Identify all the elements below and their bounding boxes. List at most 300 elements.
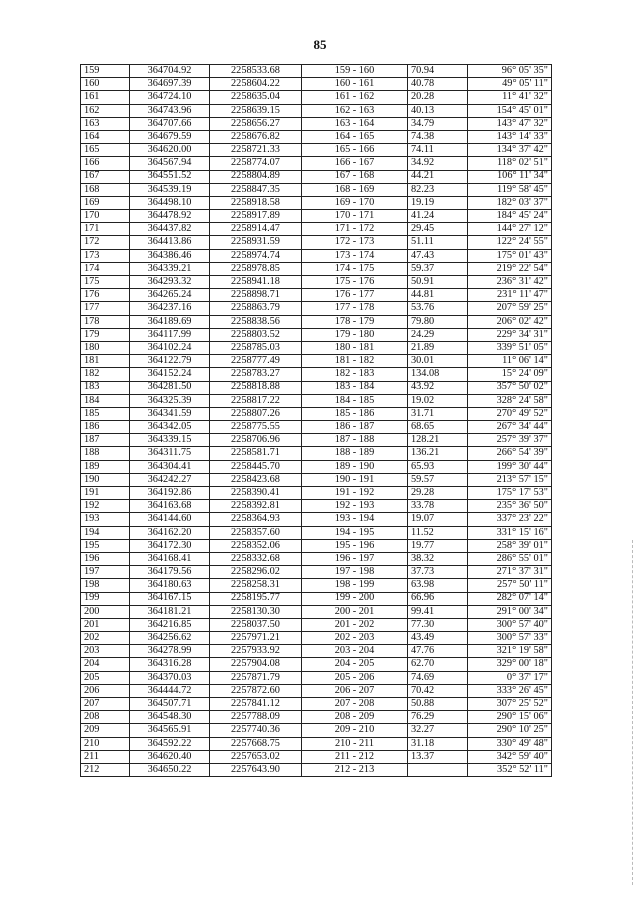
direction-angle-cell: 286° 55' 01" [468,552,552,565]
length-cell: 50.91 [408,276,468,289]
length-cell: 41.24 [408,210,468,223]
table-row [81,157,552,170]
table-row [81,724,552,737]
length-cell: 59.37 [408,262,468,275]
table-row [81,341,552,354]
direction-angle-cell: 143° 47' 32" [468,117,552,130]
length-cell: 19.07 [408,513,468,526]
x-coordinate-cell: 364697.39 [130,78,210,91]
direction-angle-cell: 207° 59' 25" [468,302,552,315]
length-cell: 34.79 [408,117,468,130]
length-cell: 40.78 [408,78,468,91]
table-row [81,500,552,513]
scan-edge-mark [632,540,634,885]
table-row [81,750,552,763]
point-number-cell: 169 [81,196,130,209]
direction-angle-cell: 175° 01' 43" [468,249,552,262]
point-number-cell: 199 [81,592,130,605]
y-coordinate-cell: 2258130.30 [210,605,302,618]
direction-angle-cell: 330° 49' 48" [468,737,552,750]
table-row [81,539,552,552]
point-number-cell: 195 [81,539,130,552]
point-number-cell: 170 [81,210,130,223]
segment-cell: 160 - 161 [302,78,408,91]
point-number-cell: 190 [81,473,130,486]
x-coordinate-cell: 364265.24 [130,289,210,302]
direction-angle-cell: 49° 05' 11" [468,78,552,91]
point-number-cell: 168 [81,183,130,196]
segment-cell: 159 - 160 [302,65,408,78]
point-number-cell: 162 [81,104,130,117]
x-coordinate-cell: 364548.30 [130,711,210,724]
point-number-cell: 181 [81,355,130,368]
length-cell: 82.23 [408,183,468,196]
direction-angle-cell: 339° 51' 05" [468,341,552,354]
direction-angle-cell: 290° 10' 25" [468,724,552,737]
segment-cell: 199 - 200 [302,592,408,605]
table-row [81,605,552,618]
point-number-cell: 179 [81,328,130,341]
segment-cell: 162 - 163 [302,104,408,117]
table-row [81,711,552,724]
point-number-cell: 183 [81,381,130,394]
segment-cell: 187 - 188 [302,434,408,447]
table-row [81,658,552,671]
length-cell: 43.49 [408,632,468,645]
segment-cell: 165 - 166 [302,144,408,157]
point-number-cell: 197 [81,566,130,579]
x-coordinate-cell: 364304.41 [130,460,210,473]
length-cell: 33.78 [408,500,468,513]
y-coordinate-cell: 2258931.59 [210,236,302,249]
y-coordinate-cell: 2258352.06 [210,539,302,552]
direction-angle-cell: 182° 03' 37" [468,196,552,209]
segment-cell: 212 - 213 [302,763,408,776]
y-coordinate-cell: 2258914.47 [210,223,302,236]
segment-cell: 202 - 203 [302,632,408,645]
segment-cell: 196 - 197 [302,552,408,565]
table-row [81,104,552,117]
table-row [81,368,552,381]
x-coordinate-cell: 364341.59 [130,407,210,420]
y-coordinate-cell: 2258392.81 [210,500,302,513]
direction-angle-cell: 291° 00' 34" [468,605,552,618]
direction-angle-cell: 219° 22' 54" [468,262,552,275]
y-coordinate-cell: 2258706.96 [210,434,302,447]
segment-cell: 178 - 179 [302,315,408,328]
x-coordinate-cell: 364539.19 [130,183,210,196]
x-coordinate-cell: 364293.32 [130,276,210,289]
point-number-cell: 175 [81,276,130,289]
point-number-cell: 172 [81,236,130,249]
segment-cell: 183 - 184 [302,381,408,394]
table-row [81,645,552,658]
segment-cell: 198 - 199 [302,579,408,592]
point-number-cell: 159 [81,65,130,78]
x-coordinate-cell: 364179.56 [130,566,210,579]
y-coordinate-cell: 2258721.33 [210,144,302,157]
x-coordinate-cell: 364316.28 [130,658,210,671]
y-coordinate-cell: 2257904.08 [210,658,302,671]
x-coordinate-cell: 364339.15 [130,434,210,447]
y-coordinate-cell: 2258656.27 [210,117,302,130]
length-cell: 19.02 [408,394,468,407]
length-cell: 65.93 [408,460,468,473]
segment-cell: 168 - 169 [302,183,408,196]
point-number-cell: 164 [81,130,130,143]
direction-angle-cell: 213° 57' 15" [468,473,552,486]
segment-cell: 211 - 212 [302,750,408,763]
direction-angle-cell: 96° 05' 35" [468,65,552,78]
y-coordinate-cell: 2258390.41 [210,487,302,500]
x-coordinate-cell: 364180.63 [130,579,210,592]
direction-angle-cell: 267° 34' 44" [468,421,552,434]
x-coordinate-cell: 364242.27 [130,473,210,486]
direction-angle-cell: 300° 57' 33" [468,632,552,645]
segment-cell: 182 - 183 [302,368,408,381]
point-number-cell: 176 [81,289,130,302]
length-cell: 21.89 [408,341,468,354]
direction-angle-cell: 122° 24' 55" [468,236,552,249]
y-coordinate-cell: 2257653.02 [210,750,302,763]
table-row [81,552,552,565]
y-coordinate-cell: 2258258.31 [210,579,302,592]
segment-cell: 184 - 185 [302,394,408,407]
direction-angle-cell: 231° 11' 47" [468,289,552,302]
y-coordinate-cell: 2258785.03 [210,341,302,354]
direction-angle-cell: 199° 30' 44" [468,460,552,473]
length-cell: 128.21 [408,434,468,447]
point-number-cell: 186 [81,421,130,434]
table-row [81,91,552,104]
direction-angle-cell: 15° 24' 09" [468,368,552,381]
table-row [81,407,552,420]
point-number-cell: 171 [81,223,130,236]
x-coordinate-cell: 364413.86 [130,236,210,249]
table-row [81,592,552,605]
point-number-cell: 209 [81,724,130,737]
y-coordinate-cell: 2258676.82 [210,130,302,143]
table-row [81,566,552,579]
table-row [81,328,552,341]
table-row [81,170,552,183]
direction-angle-cell: 307° 25' 52" [468,698,552,711]
x-coordinate-cell: 364122.79 [130,355,210,368]
y-coordinate-cell: 2258918.58 [210,196,302,209]
table-row [81,421,552,434]
y-coordinate-cell: 2258445.70 [210,460,302,473]
x-coordinate-cell: 364437.82 [130,223,210,236]
x-coordinate-cell: 364152.24 [130,368,210,381]
table-row [81,196,552,209]
table-row [81,513,552,526]
table-row [81,487,552,500]
length-cell: 134.08 [408,368,468,381]
y-coordinate-cell: 2258917.89 [210,210,302,223]
point-number-cell: 192 [81,500,130,513]
point-number-cell: 200 [81,605,130,618]
x-coordinate-cell: 364565.91 [130,724,210,737]
direction-angle-cell: 282° 07' 14" [468,592,552,605]
point-number-cell: 180 [81,341,130,354]
table-row [81,289,552,302]
x-coordinate-cell: 364167.15 [130,592,210,605]
length-cell: 77.30 [408,618,468,631]
direction-angle-cell: 206° 02' 42" [468,315,552,328]
direction-angle-cell: 119° 58' 45" [468,183,552,196]
x-coordinate-cell: 364216.85 [130,618,210,631]
length-cell: 62.70 [408,658,468,671]
length-cell: 74.69 [408,671,468,684]
point-number-cell: 178 [81,315,130,328]
segment-cell: 181 - 182 [302,355,408,368]
length-cell [408,763,468,776]
segment-cell: 189 - 190 [302,460,408,473]
x-coordinate-cell: 364743.96 [130,104,210,117]
x-coordinate-cell: 364181.21 [130,605,210,618]
length-cell: 34.92 [408,157,468,170]
segment-cell: 203 - 204 [302,645,408,658]
y-coordinate-cell: 2258775.55 [210,421,302,434]
x-coordinate-cell: 364498.10 [130,196,210,209]
point-number-cell: 205 [81,671,130,684]
length-cell: 38.32 [408,552,468,565]
segment-cell: 191 - 192 [302,487,408,500]
direction-angle-cell: 257° 39' 37" [468,434,552,447]
direction-angle-cell: 321° 19' 58" [468,645,552,658]
x-coordinate-cell: 364163.68 [130,500,210,513]
y-coordinate-cell: 2258974.74 [210,249,302,262]
table-row [81,671,552,684]
y-coordinate-cell: 2258037.50 [210,618,302,631]
table-row [81,460,552,473]
table-row [81,355,552,368]
table-row [81,302,552,315]
length-cell: 19.77 [408,539,468,552]
length-cell: 68.65 [408,421,468,434]
x-coordinate-cell: 364189.69 [130,315,210,328]
x-coordinate-cell: 364386.46 [130,249,210,262]
point-number-cell: 201 [81,618,130,631]
length-cell: 51.11 [408,236,468,249]
table-row [81,117,552,130]
y-coordinate-cell: 2258978.85 [210,262,302,275]
point-number-cell: 204 [81,658,130,671]
direction-angle-cell: 236° 31' 42" [468,276,552,289]
direction-angle-cell: 11° 41' 32" [468,91,552,104]
length-cell: 30.01 [408,355,468,368]
length-cell: 74.11 [408,144,468,157]
table-row [81,236,552,249]
segment-cell: 201 - 202 [302,618,408,631]
table-row [81,632,552,645]
segment-cell: 207 - 208 [302,698,408,711]
point-number-cell: 185 [81,407,130,420]
x-coordinate-cell: 364592.22 [130,737,210,750]
direction-angle-cell: 331° 15' 16" [468,526,552,539]
table-row [81,223,552,236]
segment-cell: 170 - 171 [302,210,408,223]
length-cell: 20.28 [408,91,468,104]
length-cell: 32.27 [408,724,468,737]
direction-angle-cell: 329° 00' 18" [468,658,552,671]
x-coordinate-cell: 364172.30 [130,539,210,552]
direction-angle-cell: 175° 17' 53" [468,487,552,500]
x-coordinate-cell: 364311.75 [130,447,210,460]
length-cell: 31.18 [408,737,468,750]
y-coordinate-cell: 2258296.02 [210,566,302,579]
x-coordinate-cell: 364281.50 [130,381,210,394]
direction-angle-cell: 0° 37' 17" [468,671,552,684]
point-number-cell: 177 [81,302,130,315]
point-number-cell: 196 [81,552,130,565]
x-coordinate-cell: 364162.20 [130,526,210,539]
direction-angle-cell: 106° 11' 34" [468,170,552,183]
y-coordinate-cell: 2258817.22 [210,394,302,407]
direction-angle-cell: 11° 06' 14" [468,355,552,368]
point-number-cell: 173 [81,249,130,262]
point-number-cell: 202 [81,632,130,645]
point-number-cell: 187 [81,434,130,447]
length-cell: 29.45 [408,223,468,236]
point-number-cell: 184 [81,394,130,407]
segment-cell: 205 - 206 [302,671,408,684]
length-cell: 136.21 [408,447,468,460]
y-coordinate-cell: 2258838.56 [210,315,302,328]
point-number-cell: 207 [81,698,130,711]
table-row [81,394,552,407]
x-coordinate-cell: 364102.24 [130,341,210,354]
y-coordinate-cell: 2258364.93 [210,513,302,526]
length-cell: 47.43 [408,249,468,262]
table-row [81,65,552,78]
y-coordinate-cell: 2258783.27 [210,368,302,381]
y-coordinate-cell: 2257788.09 [210,711,302,724]
table-row [81,249,552,262]
point-number-cell: 211 [81,750,130,763]
x-coordinate-cell: 364478.92 [130,210,210,223]
length-cell: 19.19 [408,196,468,209]
point-number-cell: 193 [81,513,130,526]
segment-cell: 177 - 178 [302,302,408,315]
point-number-cell: 174 [81,262,130,275]
length-cell: 79.80 [408,315,468,328]
direction-angle-cell: 290° 15' 06" [468,711,552,724]
x-coordinate-cell: 364192.86 [130,487,210,500]
length-cell: 74.38 [408,130,468,143]
direction-angle-cell: 300° 57' 40" [468,618,552,631]
point-number-cell: 194 [81,526,130,539]
segment-cell: 185 - 186 [302,407,408,420]
direction-angle-cell: 118° 02' 51" [468,157,552,170]
length-cell: 70.94 [408,65,468,78]
direction-angle-cell: 144° 27' 12" [468,223,552,236]
table-row [81,144,552,157]
direction-angle-cell: 328° 24' 58" [468,394,552,407]
point-number-cell: 160 [81,78,130,91]
segment-cell: 176 - 177 [302,289,408,302]
table-row [81,579,552,592]
table-row [81,78,552,91]
y-coordinate-cell: 2258195.77 [210,592,302,605]
table-row [81,473,552,486]
segment-cell: 208 - 209 [302,711,408,724]
table-row [81,381,552,394]
direction-angle-cell: 143° 14' 33" [468,130,552,143]
segment-cell: 186 - 187 [302,421,408,434]
segment-cell: 167 - 168 [302,170,408,183]
y-coordinate-cell: 2257841.12 [210,698,302,711]
x-coordinate-cell: 364650.22 [130,763,210,776]
length-cell: 53.76 [408,302,468,315]
x-coordinate-cell: 364325.39 [130,394,210,407]
segment-cell: 169 - 170 [302,196,408,209]
table-body [81,65,552,777]
x-coordinate-cell: 364620.00 [130,144,210,157]
table-row [81,276,552,289]
segment-cell: 173 - 174 [302,249,408,262]
point-number-cell: 189 [81,460,130,473]
table-row [81,210,552,223]
segment-cell: 166 - 167 [302,157,408,170]
x-coordinate-cell: 364117.99 [130,328,210,341]
direction-angle-cell: 357° 50' 02" [468,381,552,394]
page-number: 85 [313,37,327,52]
segment-cell: 163 - 164 [302,117,408,130]
x-coordinate-cell: 364444.72 [130,684,210,697]
length-cell: 59.57 [408,473,468,486]
segment-cell: 171 - 172 [302,223,408,236]
x-coordinate-cell: 364339.21 [130,262,210,275]
length-cell: 44.21 [408,170,468,183]
segment-cell: 164 - 165 [302,130,408,143]
length-cell: 44.81 [408,289,468,302]
segment-cell: 193 - 194 [302,513,408,526]
segment-cell: 206 - 207 [302,684,408,697]
x-coordinate-cell: 364679.59 [130,130,210,143]
y-coordinate-cell: 2258639.15 [210,104,302,117]
length-cell: 31.71 [408,407,468,420]
length-cell: 37.73 [408,566,468,579]
x-coordinate-cell: 364724.10 [130,91,210,104]
direction-angle-cell: 337° 23' 22" [468,513,552,526]
length-cell: 43.92 [408,381,468,394]
segment-cell: 210 - 211 [302,737,408,750]
direction-angle-cell: 352° 52' 11" [468,763,552,776]
direction-angle-cell: 270° 49' 52" [468,407,552,420]
y-coordinate-cell: 2258774.07 [210,157,302,170]
segment-cell: 179 - 180 [302,328,408,341]
x-coordinate-cell: 364551.52 [130,170,210,183]
y-coordinate-cell: 2257643.90 [210,763,302,776]
direction-angle-cell: 333° 26' 45" [468,684,552,697]
point-number-cell: 191 [81,487,130,500]
direction-angle-cell: 258° 39' 01" [468,539,552,552]
length-cell: 13.37 [408,750,468,763]
y-coordinate-cell: 2257933.92 [210,645,302,658]
direction-angle-cell: 271° 37' 31" [468,566,552,579]
point-number-cell: 166 [81,157,130,170]
x-coordinate-cell: 364256.62 [130,632,210,645]
direction-angle-cell: 229° 34' 31" [468,328,552,341]
length-cell: 70.42 [408,684,468,697]
point-number-cell: 188 [81,447,130,460]
segment-cell: 180 - 181 [302,341,408,354]
y-coordinate-cell: 2258863.79 [210,302,302,315]
point-number-cell: 167 [81,170,130,183]
y-coordinate-cell: 2258803.52 [210,328,302,341]
table-row [81,763,552,776]
